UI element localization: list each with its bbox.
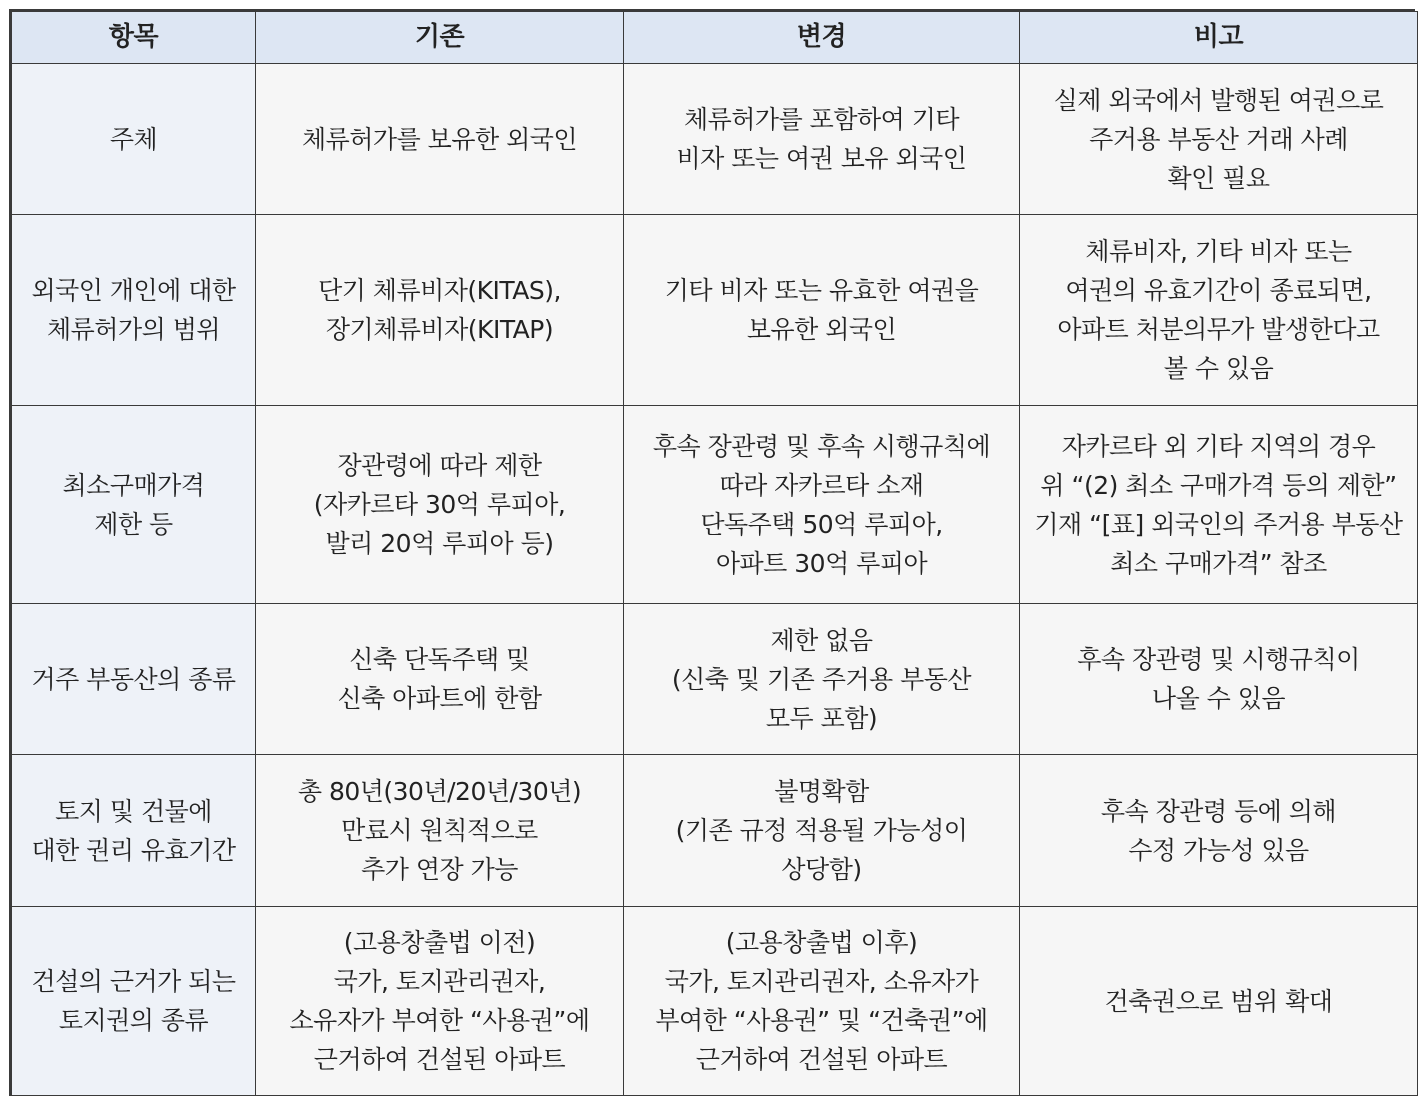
comparison-table (11, 11, 1418, 1096)
header-note: 비고 (1020, 12, 1418, 64)
row-note: 후속 장관령 등에 의해 수정 가능성 있음 (1020, 755, 1418, 907)
table-row (12, 406, 1418, 604)
row-item-property-type: 거주 부동산의 종류 (12, 604, 256, 755)
table-row (12, 907, 1418, 1096)
header-before: 기존 (256, 12, 624, 64)
row-note: 실제 외국에서 발행된 여권으로 주거용 부동산 거래 사례 확인 필요 (1020, 64, 1418, 215)
table-row (12, 215, 1418, 406)
table-row (12, 64, 1418, 215)
row-note: 후속 장관령 및 시행규칙이 나올 수 있음 (1020, 604, 1418, 755)
row-item-min-price: 최소구매가격 제한 등 (12, 406, 256, 604)
comparison-table-frame (9, 9, 1415, 1096)
row-item-subject: 주체 (12, 64, 256, 215)
table-row (12, 604, 1418, 755)
table-row (12, 755, 1418, 907)
row-after: 불명확함 (기존 규정 적용될 가능성이 상당함) (624, 755, 1020, 907)
row-before: 장관령에 따라 제한 (자카르타 30억 루피아, 발리 20억 루피아 등) (256, 406, 624, 604)
row-before: 체류허가를 보유한 외국인 (256, 64, 624, 215)
row-before: (고용창출법 이전) 국가, 토지관리권자, 소유자가 부여한 “사용권”에 근거하여 건설된 아파트 (256, 907, 624, 1096)
row-note: 자카르타 외 기타 지역의 경우 위 “(2) 최소 구매가격 등의 제한” 기재 “[표] 외국인의 주거용 부동산 최소 구매가격” 참조 (1020, 406, 1418, 604)
row-item-right-validity: 토지 및 건물에 대한 권리 유효기간 (12, 755, 256, 907)
row-note: 체류비자, 기타 비자 또는 여권의 유효기간이 종료되면, 아파트 처분의무가 발생한다고 볼 수 있음 (1020, 215, 1418, 406)
row-after: 체류허가를 포함하여 기타 비자 또는 여권 보유 외국인 (624, 64, 1020, 215)
row-before: 신축 단독주택 및 신축 아파트에 한함 (256, 604, 624, 755)
row-item-land-right: 건설의 근거가 되는 토지권의 종류 (12, 907, 256, 1096)
header-item: 항목 (12, 12, 256, 64)
row-note: 건축권으로 범위 확대 (1020, 907, 1418, 1096)
row-after: (고용창출법 이후) 국가, 토지관리권자, 소유자가 부여한 “사용권” 및 “건축권”에 근거하여 건설된 아파트 (624, 907, 1020, 1096)
row-before: 총 80년(30년/20년/30년) 만료시 원칙적으로 추가 연장 가능 (256, 755, 624, 907)
row-after: 기타 비자 또는 유효한 여권을 보유한 외국인 (624, 215, 1020, 406)
header-after: 변경 (624, 12, 1020, 64)
row-before: 단기 체류비자(KITAS), 장기체류비자(KITAP) (256, 215, 624, 406)
row-after: 제한 없음 (신축 및 기존 주거용 부동산 모두 포함) (624, 604, 1020, 755)
table-header-row (12, 12, 1418, 64)
row-item-permit-scope: 외국인 개인에 대한 체류허가의 범위 (12, 215, 256, 406)
row-after: 후속 장관령 및 후속 시행규칙에 따라 자카르타 소재 단독주택 50억 루피아, 아파트 30억 루피아 (624, 406, 1020, 604)
